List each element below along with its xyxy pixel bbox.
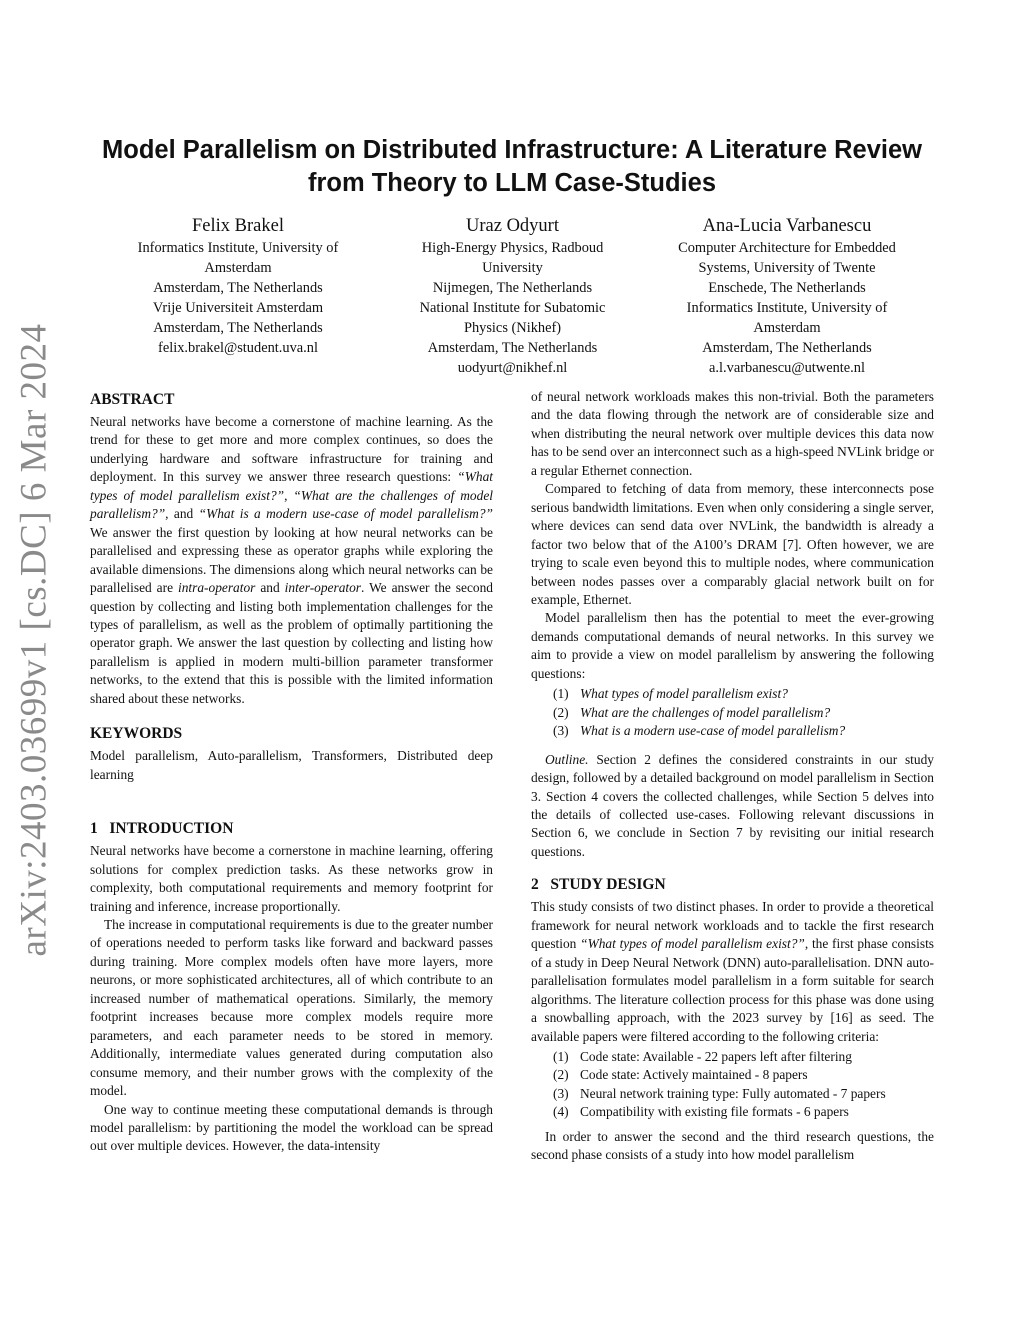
author-name: Felix Brakel <box>192 216 284 236</box>
author-affiliation-line: Nijmegen, The Netherlands <box>432 280 593 296</box>
author-name: Uraz Odyurt <box>466 216 559 236</box>
author-affiliation-line: Amsterdam, The Netherlands <box>427 340 598 356</box>
list-item: (1) What types of model parallelism exist? <box>553 686 788 702</box>
keywords-heading: KEYWORDS <box>90 725 183 743</box>
author-affiliation-line: Physics (Nikhef) <box>463 320 562 336</box>
author-affiliation-line: Systems, University of Twente <box>698 260 876 276</box>
author-block <box>385 214 640 378</box>
author-affiliation-line: Amsterdam <box>753 320 821 336</box>
author-affiliation-line: Informatics Institute, University of <box>686 300 888 316</box>
study-paragraph-1: This study consists of two distinct phases. In order to provide a theoretical framework for neural network workloads and to tackle the first research question “What types of model parallelism exist?”, the first phase consists of a study in Deep Neural Network (DNN) auto-parallelisation. DNN auto-parallelisation formulates model parallelism in a form suitable for search algorithms. The literature collection process for this phase was done using a snowballing approach, with the 2023 survey by [16] as seed. The available papers were filtered according to the following criteria: <box>531 899 934 1044</box>
study-design-heading: 2 STUDY DESIGN <box>531 876 666 894</box>
list-item: (4) Compatibility with existing file formats - 6 papers <box>553 1104 849 1120</box>
list-item: (2) Code state: Actively maintained - 8 papers <box>553 1067 808 1083</box>
author-name: Ana-Lucia Varbanescu <box>702 216 872 236</box>
outline-paragraph: Outline. Section 2 defines the considered constraints in our study design, followed by a detailed background on model parallelism in Section 3. Section 4 covers the collected challenges, while Section 5 delves into the details of collected use-cases. Following relevant discussions in Section 6, we conclude in Section 7 by revisiting our initial research questions. <box>531 751 934 859</box>
left-column <box>90 390 493 1156</box>
intro-paragraph-4: of neural network workloads makes this non-trivial. Both the parameters and the data flowing through the network are of considerable size and when distributing the neural network over multiple devices this data now has to be send over an interconnect such as a high-speed NVLink bridge or a regular Ethernet connection. <box>531 389 934 478</box>
author-email[interactable]: felix.brakel@student.uva.nl <box>158 340 318 356</box>
keywords-text: Model parallelism, Auto-parallelism, Transformers, Distributed deep learning <box>90 748 493 782</box>
list-item: (3) What is a modern use-case of model parallelism? <box>553 723 846 739</box>
arxiv-identifier: arXiv:2403.03699v1 [cs.DC] 6 Mar 2024 <box>13 323 55 957</box>
introduction-heading: 1 INTRODUCTION <box>90 820 234 838</box>
research-questions-list <box>531 685 934 740</box>
author-affiliation-line: University <box>482 260 543 276</box>
author-email[interactable]: uodyurt@nikhef.nl <box>457 360 568 376</box>
author-affiliation-line: Amsterdam, The Netherlands <box>702 340 872 356</box>
study-paragraph-2: In order to answer the second and the third research questions, the second phase consists of a study into how model parallelism <box>531 1128 934 1163</box>
author-email[interactable]: a.l.varbanescu@utwente.nl <box>709 360 865 376</box>
abstract-heading: ABSTRACT <box>90 391 175 408</box>
intro-paragraph-5: Compared to fetching of data from memory, these interconnects pose serious bandwidth limitations. Even when only considering a single server, where devices can send data over NVLink, the bandwidth is already a factor two below that of the A100’s DRAM [7]. Often however, we are trying to scale even beyond this to multiple nodes, where communication between nodes passes over a comparably glacial network built on for example, Ethernet. <box>531 481 934 607</box>
author-affiliation-line: High-Energy Physics, Radboud <box>421 240 604 256</box>
author-affiliation-line: Enschede, The Netherlands <box>708 280 866 296</box>
right-column <box>531 388 934 1165</box>
intro-paragraph-2: The increase in computational requirements is due to the greater number of operations needed to perform tasks like forward and backward passes during training. More complex models often have more layers, more neurons, or more sophisticated architectures, all of which contribute to an increased number of mathematical operations. Similarly, the memory footprint increases because more complex models require more parameters, and each parameter needs to be stored in memory. Additionally, intermediate values generated during computation also consume memory, and their number grows with the complexity of the model. <box>90 916 493 1099</box>
author-block <box>104 214 372 358</box>
author-affiliation-line: Vrije Universiteit Amsterdam <box>152 300 324 316</box>
author-affiliation-line: National Institute for Subatomic <box>419 300 606 316</box>
author-block <box>650 214 924 378</box>
author-affiliation-line: Amsterdam, The Netherlands <box>153 280 323 296</box>
paper-title: Model Parallelism on Distributed Infrastructure: A Literature Review from Theory to LLM Case-Studies <box>102 136 922 197</box>
criteria-list <box>531 1048 934 1122</box>
abstract-text: Neural networks have become a cornerstone of machine learning. As the trend for these to get more and more complex continues, so does the underlying hardware and software infrastructure for training and deployment. In this survey we answer three research questions: “What types of model parallelism exist?”, “What are the challenges of model parallelism?”, and “What is a modern use-case of model parallelism?” We answer the first question by looking at how neural networks can be parallelised and expressing these as operator graphs while exploring the available dimensions. The dimensions along which neural networks can be parallelised are intra-operator and inter-operator. We answer the second question by collecting and listing both implementation challenges for the types of parallelism, as well as the problem of optimally partitioning the operator graph. We answer the last question by collecting and listing how parallelism is applied in modern multi-billion parameter transformer networks, to the extend that this is possible with the limited information shared about these networks. <box>90 414 493 706</box>
author-affiliation-line: Computer Architecture for Embedded <box>678 240 896 256</box>
author-affiliation-line: Amsterdam, The Netherlands <box>153 320 323 336</box>
author-affiliation-line: Informatics Institute, University of <box>137 240 339 256</box>
list-item: (2) What are the challenges of model parallelism? <box>553 704 831 720</box>
author-affiliation-line: Amsterdam <box>204 260 272 276</box>
intro-paragraph-3: One way to continue meeting these computational demands is through model parallelism: by partitioning the model the workload can be spread out over multiple devices. However, the data-intensity <box>90 1101 493 1154</box>
list-item: (3) Neural network training type: Fully automated - 7 papers <box>553 1085 886 1101</box>
list-item: (1) Code state: Available - 22 papers left after filtering <box>553 1048 852 1064</box>
intro-paragraph-6: Model parallelism then has the potential to meet the ever-growing demands computational demands of neural networks. In this survey we aim to provide a view on model parallelism by answering the following questions: <box>531 610 934 681</box>
intro-paragraph-1: Neural networks have become a cornerstone in machine learning, offering solutions for complex prediction tasks. As these networks grow in complexity, both computational requirements and memory footprint for training and inference, increase proportionally. <box>90 843 493 914</box>
